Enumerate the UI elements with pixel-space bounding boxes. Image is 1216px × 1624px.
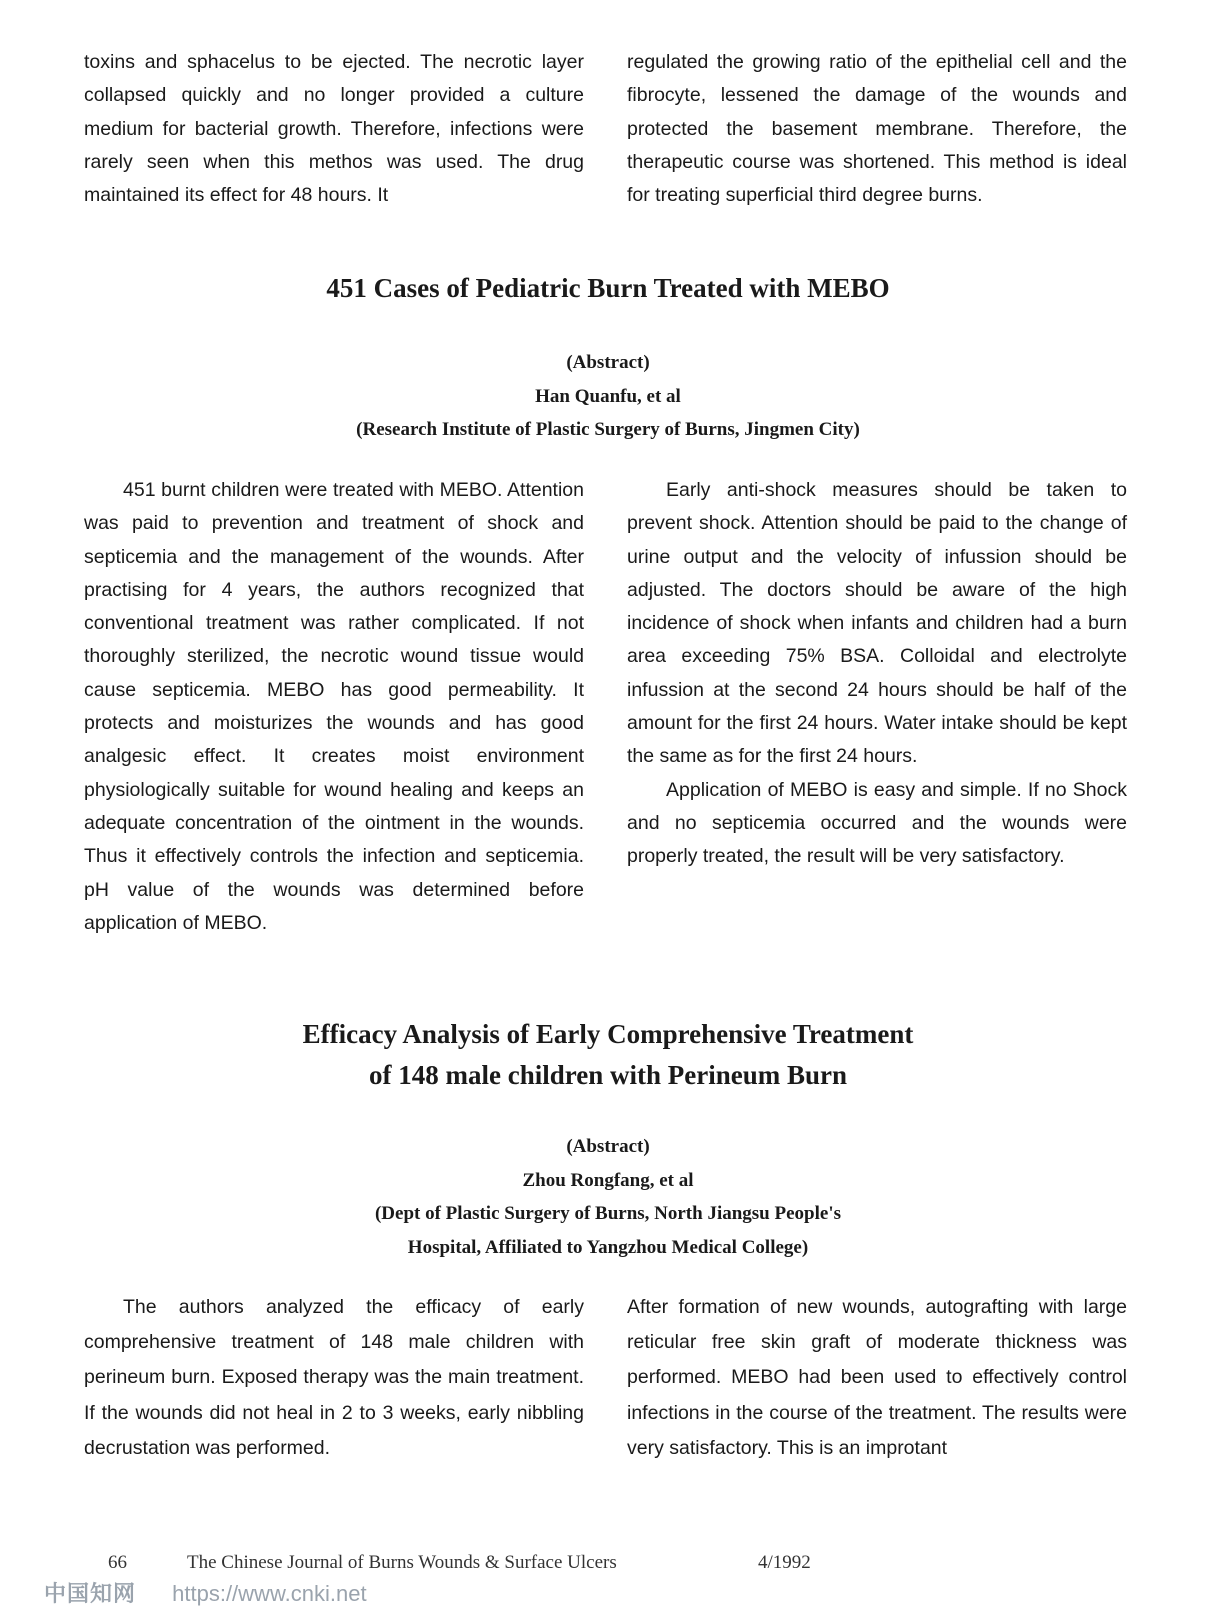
author-line: Han Quanfu, et al bbox=[535, 385, 681, 407]
article1-header bbox=[0, 346, 1216, 447]
article1-right-column bbox=[627, 474, 1127, 874]
title-line: of 148 male children with Perineum Burn bbox=[369, 1060, 847, 1090]
abstract-label: (Abstract) bbox=[566, 352, 650, 373]
cnki-logo: 中国知网 bbox=[44, 1581, 137, 1606]
article1-title: 451 Cases of Pediatric Burn Treated with MEBO bbox=[326, 273, 890, 303]
affiliation: (Dept of Plastic Surgery of Burns, North Jiangsu People's bbox=[374, 1203, 841, 1224]
affiliation: (Research Institute of Plastic Surgery of Burns, Jingmen City) bbox=[356, 419, 860, 440]
paragraph: After formation of new wounds, autografting with large reticular free skin graft of moderate thickness was performed. MEBO had been used to effectively control infections in the course of the treatment. The results were very satisfactory. This is an improtant bbox=[627, 1296, 1127, 1459]
continued-text-right bbox=[627, 46, 1127, 212]
affiliation: Hospital, Affiliated to Yangzhou Medical College) bbox=[407, 1236, 809, 1258]
paragraph: Early anti-shock measures should be taken to prevent shock. Attention should be paid to the change of urine output and the velocity of infussion should be adjusted. The doctors should be aware of the high incidence of shock when infants and children had a burn area exceeding 75% BSA. Colloidal and electrolyte infussion at the second 24 hours should be half of the amount for the first 24 hours. Water intake should be kept the same as for the first 24 hours. bbox=[627, 479, 1127, 768]
cnki-watermark bbox=[44, 1577, 367, 1608]
cnki-url: https://www.cnki.net bbox=[172, 1581, 367, 1606]
page-number: 66 bbox=[108, 1552, 127, 1573]
paragraph: 451 burnt children were treated with MEBO. Attention was paid to prevention and treatment of shock and septicemia and the management of the wounds. After practising for 4 years, the authors recognized that conventional treatment was rather complicated. If not thoroughly sterilized, the necrotic wound tissue would cause septicemia. MEBO has good permeability. It protects and moisturizes the wounds and has good analgesic effect. It creates moist environment physiologically suitable for wound healing and keeps an adequate concentration of the ointment in the wounds. Thus it effectively controls the infection and septicemia. pH value of the wounds was determined before application of MEBO. bbox=[84, 479, 584, 934]
author-line: Zhou Rongfang, et al bbox=[522, 1169, 694, 1191]
paragraph: regulated the growing ratio of the epithelial cell and the fibrocyte, lessened the damage of the wounds and protected the basement membrane. Therefore, the therapeutic course was shortened. This method is ideal for treating superficial third degree burns. bbox=[627, 51, 1127, 207]
paragraph: The authors analyzed the efficacy of early comprehensive treatment of 148 male children with perineum burn. Exposed therapy was the main treatment. If the wounds did not heal in 2 to 3 weeks, early nibbling decrustation was performed. bbox=[84, 1296, 584, 1459]
abstract-label: (Abstract) bbox=[566, 1136, 650, 1157]
paragraph: toxins and sphacelus to be ejected. The necrotic layer collapsed quickly and no longer provided a culture medium for bacterial growth. Therefore, infections were rarely seen when this methos was used. The drug maintained its effect for 48 hours. It bbox=[84, 51, 584, 207]
article2-title bbox=[0, 1014, 1216, 1096]
article2-right-column bbox=[627, 1290, 1127, 1466]
journal-name: The Chinese Journal of Burns Wounds & Surface Ulcers bbox=[187, 1552, 617, 1573]
issue-number: 4/1992 bbox=[758, 1552, 811, 1573]
article2-header bbox=[0, 1130, 1216, 1264]
title-line: Efficacy Analysis of Early Comprehensive Treatment bbox=[302, 1019, 914, 1049]
article1-left-column bbox=[84, 474, 584, 940]
article2-left-column bbox=[84, 1290, 584, 1466]
paragraph: Application of MEBO is easy and simple. If no Shock and no septicemia occurred and the wounds were properly treated, the result will be very satisfactory. bbox=[627, 778, 1127, 868]
continued-text-left bbox=[84, 46, 584, 212]
